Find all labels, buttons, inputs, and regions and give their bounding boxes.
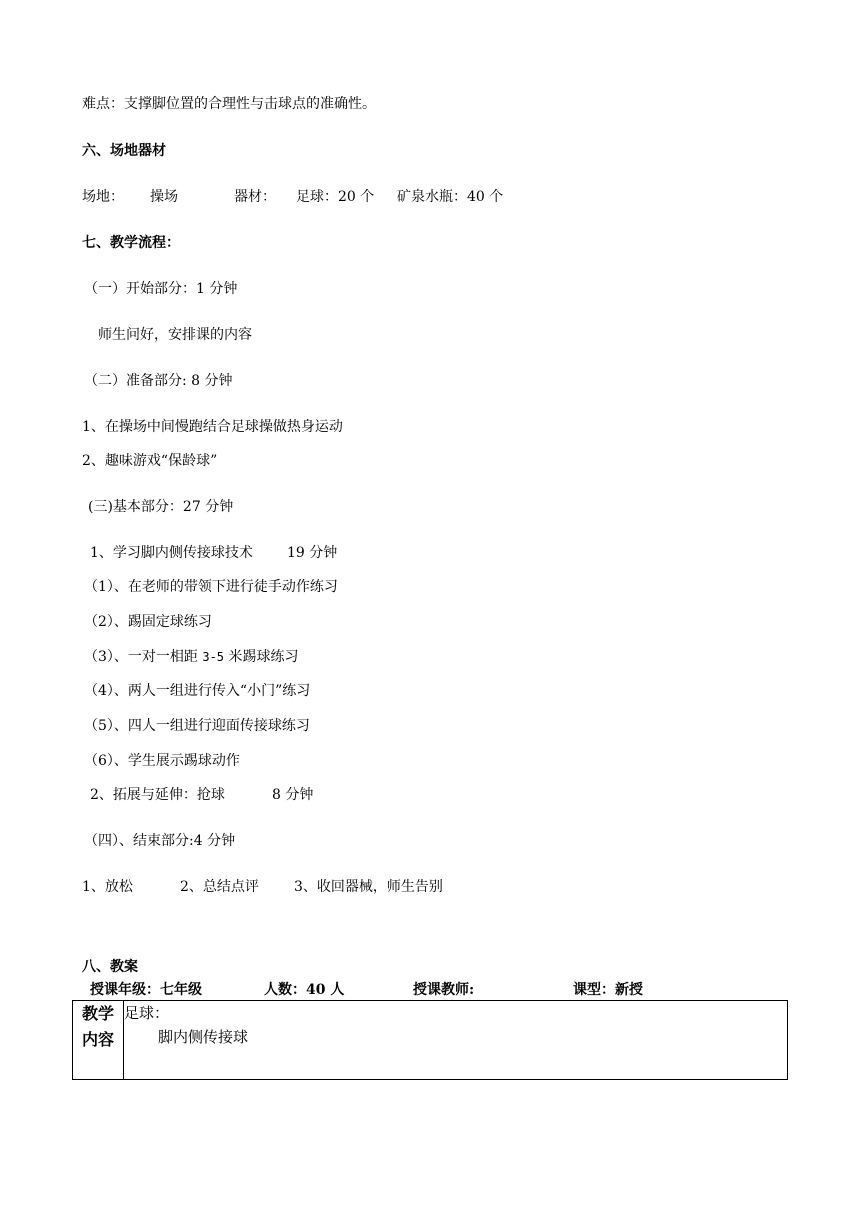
section7-heading: 七、教学流程： xyxy=(82,235,180,251)
lesson-type-field: 课型：新授 xyxy=(573,982,643,998)
content-line-1: 足球： xyxy=(124,1004,170,1022)
football-count: 足球：20 个 xyxy=(296,189,375,205)
step-4: （4）、两人一组进行传入“小门”练习 xyxy=(84,683,311,699)
step-3-suffix: 米踢球练习 xyxy=(224,649,299,665)
section6-heading: 六、场地器材 xyxy=(82,143,166,159)
table-row xyxy=(73,1001,788,1080)
venue-value: 操场 xyxy=(150,189,178,205)
part1-heading: （一）开始部分：1 分钟 xyxy=(84,281,238,297)
teaching-content-label-line-2: 内容 xyxy=(81,1030,114,1049)
lesson-plan-table xyxy=(72,1000,788,1080)
end-item-3: 3、收回器械，师生告别 xyxy=(294,879,443,895)
part3-item-1: 1、学习脚内侧传接球技术 xyxy=(90,545,253,561)
step-2: （2）、踢固定球练习 xyxy=(84,614,212,630)
end-item-2: 2、总结点评 xyxy=(180,879,259,895)
step-1: （1）、在老师的带领下进行徒手动作练习 xyxy=(84,579,338,595)
part2-item-1: 1、在操场中间慢跑结合足球操做热身运动 xyxy=(82,419,343,435)
part2-item-2: 2、趣味游戏“保龄球” xyxy=(82,453,218,469)
difficulty-text: 难点：支撑脚位置的合理性与击球点的准确性。 xyxy=(82,96,376,112)
teaching-content-label-cell xyxy=(73,1001,124,1080)
step-6: （6）、学生展示踢球动作 xyxy=(84,753,240,769)
part3-heading: (三)基本部分：27 分钟 xyxy=(88,499,234,515)
teacher-field: 授课教师: xyxy=(413,982,475,998)
student-count-field: 人数：40 人 xyxy=(264,982,345,998)
part3-item-2-time: 8 分钟 xyxy=(272,787,314,803)
part3-item-1-time: 19 分钟 xyxy=(287,545,338,561)
equipment-label: 器材： xyxy=(234,189,276,205)
teaching-content-cell xyxy=(124,1001,788,1080)
step-5: （5）、四人一组进行迎面传接球练习 xyxy=(84,718,310,734)
grade-field: 授课年级：七年级 xyxy=(90,982,202,998)
section8-heading: 八、教案 xyxy=(82,959,138,975)
content-line-2: 脚内侧传接球 xyxy=(158,1028,249,1046)
part1-text: 师生问好，安排课的内容 xyxy=(98,327,252,343)
step-3-distance: 3-5 xyxy=(202,650,225,664)
part4-heading: （四）、结束部分:4 分钟 xyxy=(84,833,236,849)
step-3 xyxy=(84,648,299,666)
part2-heading: （二）准备部分: 8 分钟 xyxy=(84,373,233,389)
bottles-count: 矿泉水瓶：40 个 xyxy=(397,189,504,205)
step-3-prefix: （3）、一对一相距 xyxy=(84,649,203,665)
part3-item-2: 2、拓展与延伸：抢球 xyxy=(90,787,225,803)
end-item-1: 1、放松 xyxy=(82,879,133,895)
teaching-content-label-line-1: 教学 xyxy=(81,1004,114,1023)
venue-label: 场地： xyxy=(82,189,124,205)
